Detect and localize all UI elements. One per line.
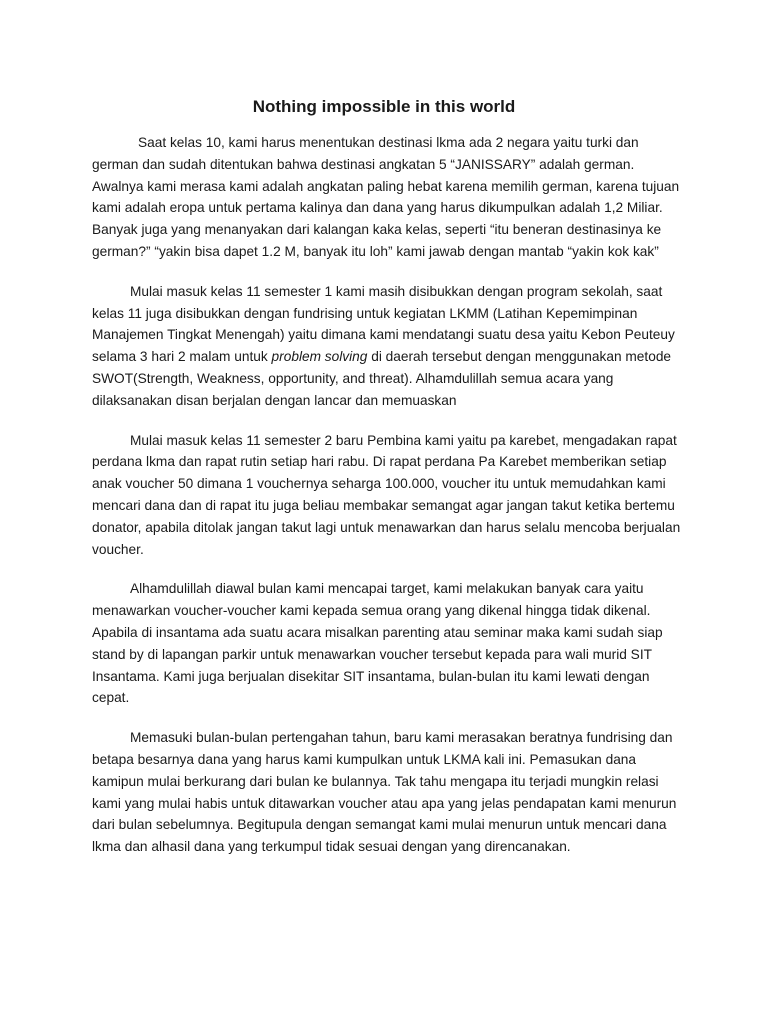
- document-title: Nothing impossible in this world: [252, 97, 516, 116]
- paragraph-2-text-before: Mulai masuk kelas 11 semester 1 kami masih disibukkan dengan program sekolah, saat kelas 11 juga disibukkan dengan fundrising untuk kegiatan LKMM (Latihan Kepemimpinan Manajemen Tingkat Menengah) yaitu dimana kami mendatangi suatu desa yaitu Kebon Peuteuy selama 3 hari 2 malam untuk: [92, 283, 675, 365]
- paragraph-2-text-after: di daerah tersebut dengan menggunakan metode SWOT(Strength, Weakness, opportunity, and threat). Alhamdulillah semua acara yang dilaksanakan disan berjalan dengan lancar dan memuaskan: [92, 349, 672, 408]
- paragraph-1: Saat kelas 10, kami harus menentukan destinasi lkma ada 2 negara yaitu turki dan german dan sudah ditentukan bahwa destinasi angkatan 5 “JANISSARY” adalah german. Awalnya kami merasa kami adalah angkatan paling hebat karena memilih german, karena tujuan kami adalah eropa untuk pertama kalinya dan dana yang harus dikumpulkan adalah 1,2 Miliar. Banyak juga yang menanyakan dari kalangan kaka kelas, seperti “itu beneran destinasinya ke german?” “yakin bisa dapet 1.2 M, banyak itu loh” kami jawab dengan mantab “yakin kok kak”: [92, 135, 680, 259]
- paragraph-5: Memasuki bulan-bulan pertengahan tahun, baru kami merasakan beratnya fundrising dan betapa besarnya dana yang harus kami kumpulkan untuk LKMA kali ini. Pemasukan dana kamipun mulai berkurang dari bulan ke bulannya. Tak tahu mengapa itu terjadi mungkin relasi kami yang mulai habis untuk ditawarkan voucher atau apa yang jelas pendapatan kami menurun dari bulan sebelumnya. Begitupula dengan semangat kami mulai menurun untuk mencari dana lkma dan alhasil dana yang terkumpul tidak sesuai dengan yang direncanakan.: [92, 730, 677, 855]
- paragraph-2: [92, 281, 688, 412]
- paragraph-3: Mulai masuk kelas 11 semester 2 baru Pembina kami yaitu pa karebet, mengadakan rapat perdana lkma dan rapat rutin setiap hari rabu. Di rapat perdana Pa Karebet memberikan setiap anak voucher 50 dimana 1 vouchernya seharga 100.000, voucher itu untuk memudahkan kami mencari dana dan di rapat itu juga beliau membakar semangat agar jangan takut ketika bertemu donator, apabila ditolak jangan takut lagi untuk menawarkan dan harus selalu mencoba berjualan voucher.: [92, 432, 681, 557]
- paragraph-4: Alhamdulillah diawal bulan kami mencapai target, kami melakukan banyak cara yaitu menawarkan voucher-voucher kami kepada semua orang yang dikenal hingga tidak dikenal. Apabila di insantama ada suatu acara misalkan parenting atau seminar maka kami sudah siap stand by di lapangan parkir untuk menawarkan voucher tersebut kepada para wali murid SIT Insantama. Kami juga berjualan disekitar SIT insantama, bulan-bulan itu kami lewati dengan cepat.: [92, 581, 663, 706]
- paragraph-2-emphasis: problem solving: [271, 349, 368, 365]
- document-body: [92, 132, 688, 876]
